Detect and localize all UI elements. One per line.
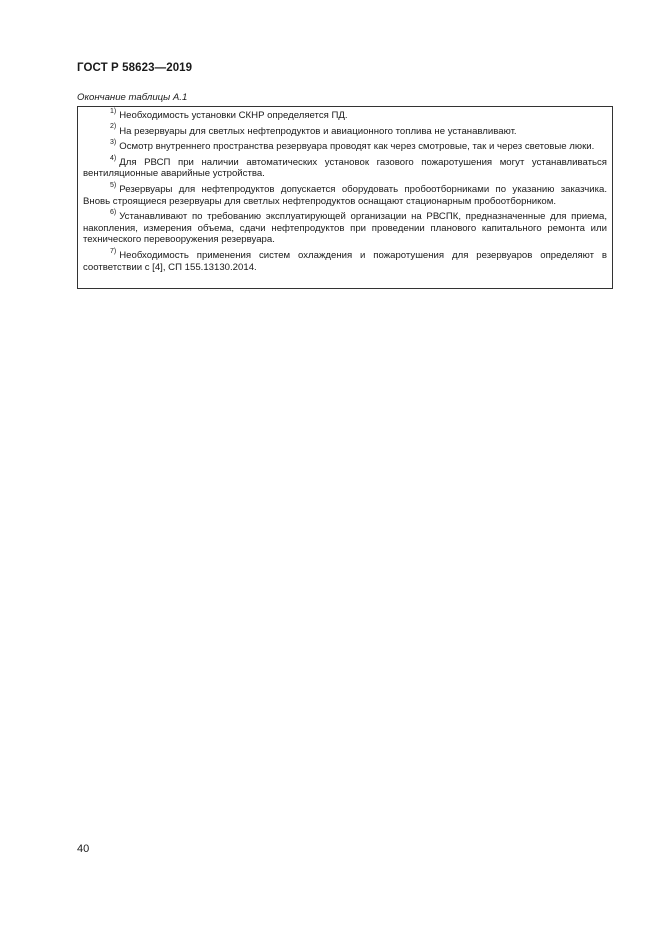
note-marker: 2) (110, 123, 117, 131)
page-number: 40 (77, 843, 90, 855)
note-marker: 4) (110, 154, 117, 162)
note-marker: 7) (110, 247, 117, 255)
note-text: Необходимость применения систем охлаждения и пожаротушения для резервуаров определяют в соответствии с [4], СП 155.13130.2014. (83, 249, 607, 273)
document-code: ГОСТ Р 58623—2019 (77, 62, 193, 74)
note-marker: 1) (110, 107, 117, 115)
note-text: Устанавливают по требованию эксплуатирующей организации на РВСПК, предназначенные для приема, накопления, измерения объема, сдачи нефтепродуктов при проведении планового капитального ремонта или технического перевооружения резервуара. (83, 211, 607, 246)
note-text: Резервуары для нефтепродуктов допускается оборудовать пробоотборниками по указанию заказчика. Вновь строящиеся резервуары для светлых нефтепродуктов оснащают стационарным пробоотборником. (83, 183, 607, 207)
note-marker: 5) (110, 181, 117, 189)
note-6 (83, 208, 607, 246)
note-5 (83, 181, 607, 207)
note-marker: 6) (110, 208, 117, 216)
note-text: Необходимость установки СКНР определяется ПД. (119, 110, 348, 121)
note-2 (83, 123, 607, 138)
note-7 (83, 247, 607, 273)
note-text: На резервуары для светлых нефтепродуктов и авиационного топлива не устанавливают. (119, 125, 517, 137)
note-1 (83, 107, 607, 122)
note-text: Осмотр внутреннего пространства резервуара проводят как через смотровые, так и через световые люки. (119, 141, 595, 153)
note-4 (83, 154, 607, 180)
table-notes (77, 106, 613, 289)
note-3 (83, 141, 607, 153)
note-marker: 3) (110, 139, 117, 146)
note-text: Для РВСП при наличии автоматических установок газового пожаротушения могут устанавливаться вентиляционные аварийные устройства. (83, 156, 607, 180)
table-caption: Окончание таблицы А.1 (77, 92, 188, 103)
